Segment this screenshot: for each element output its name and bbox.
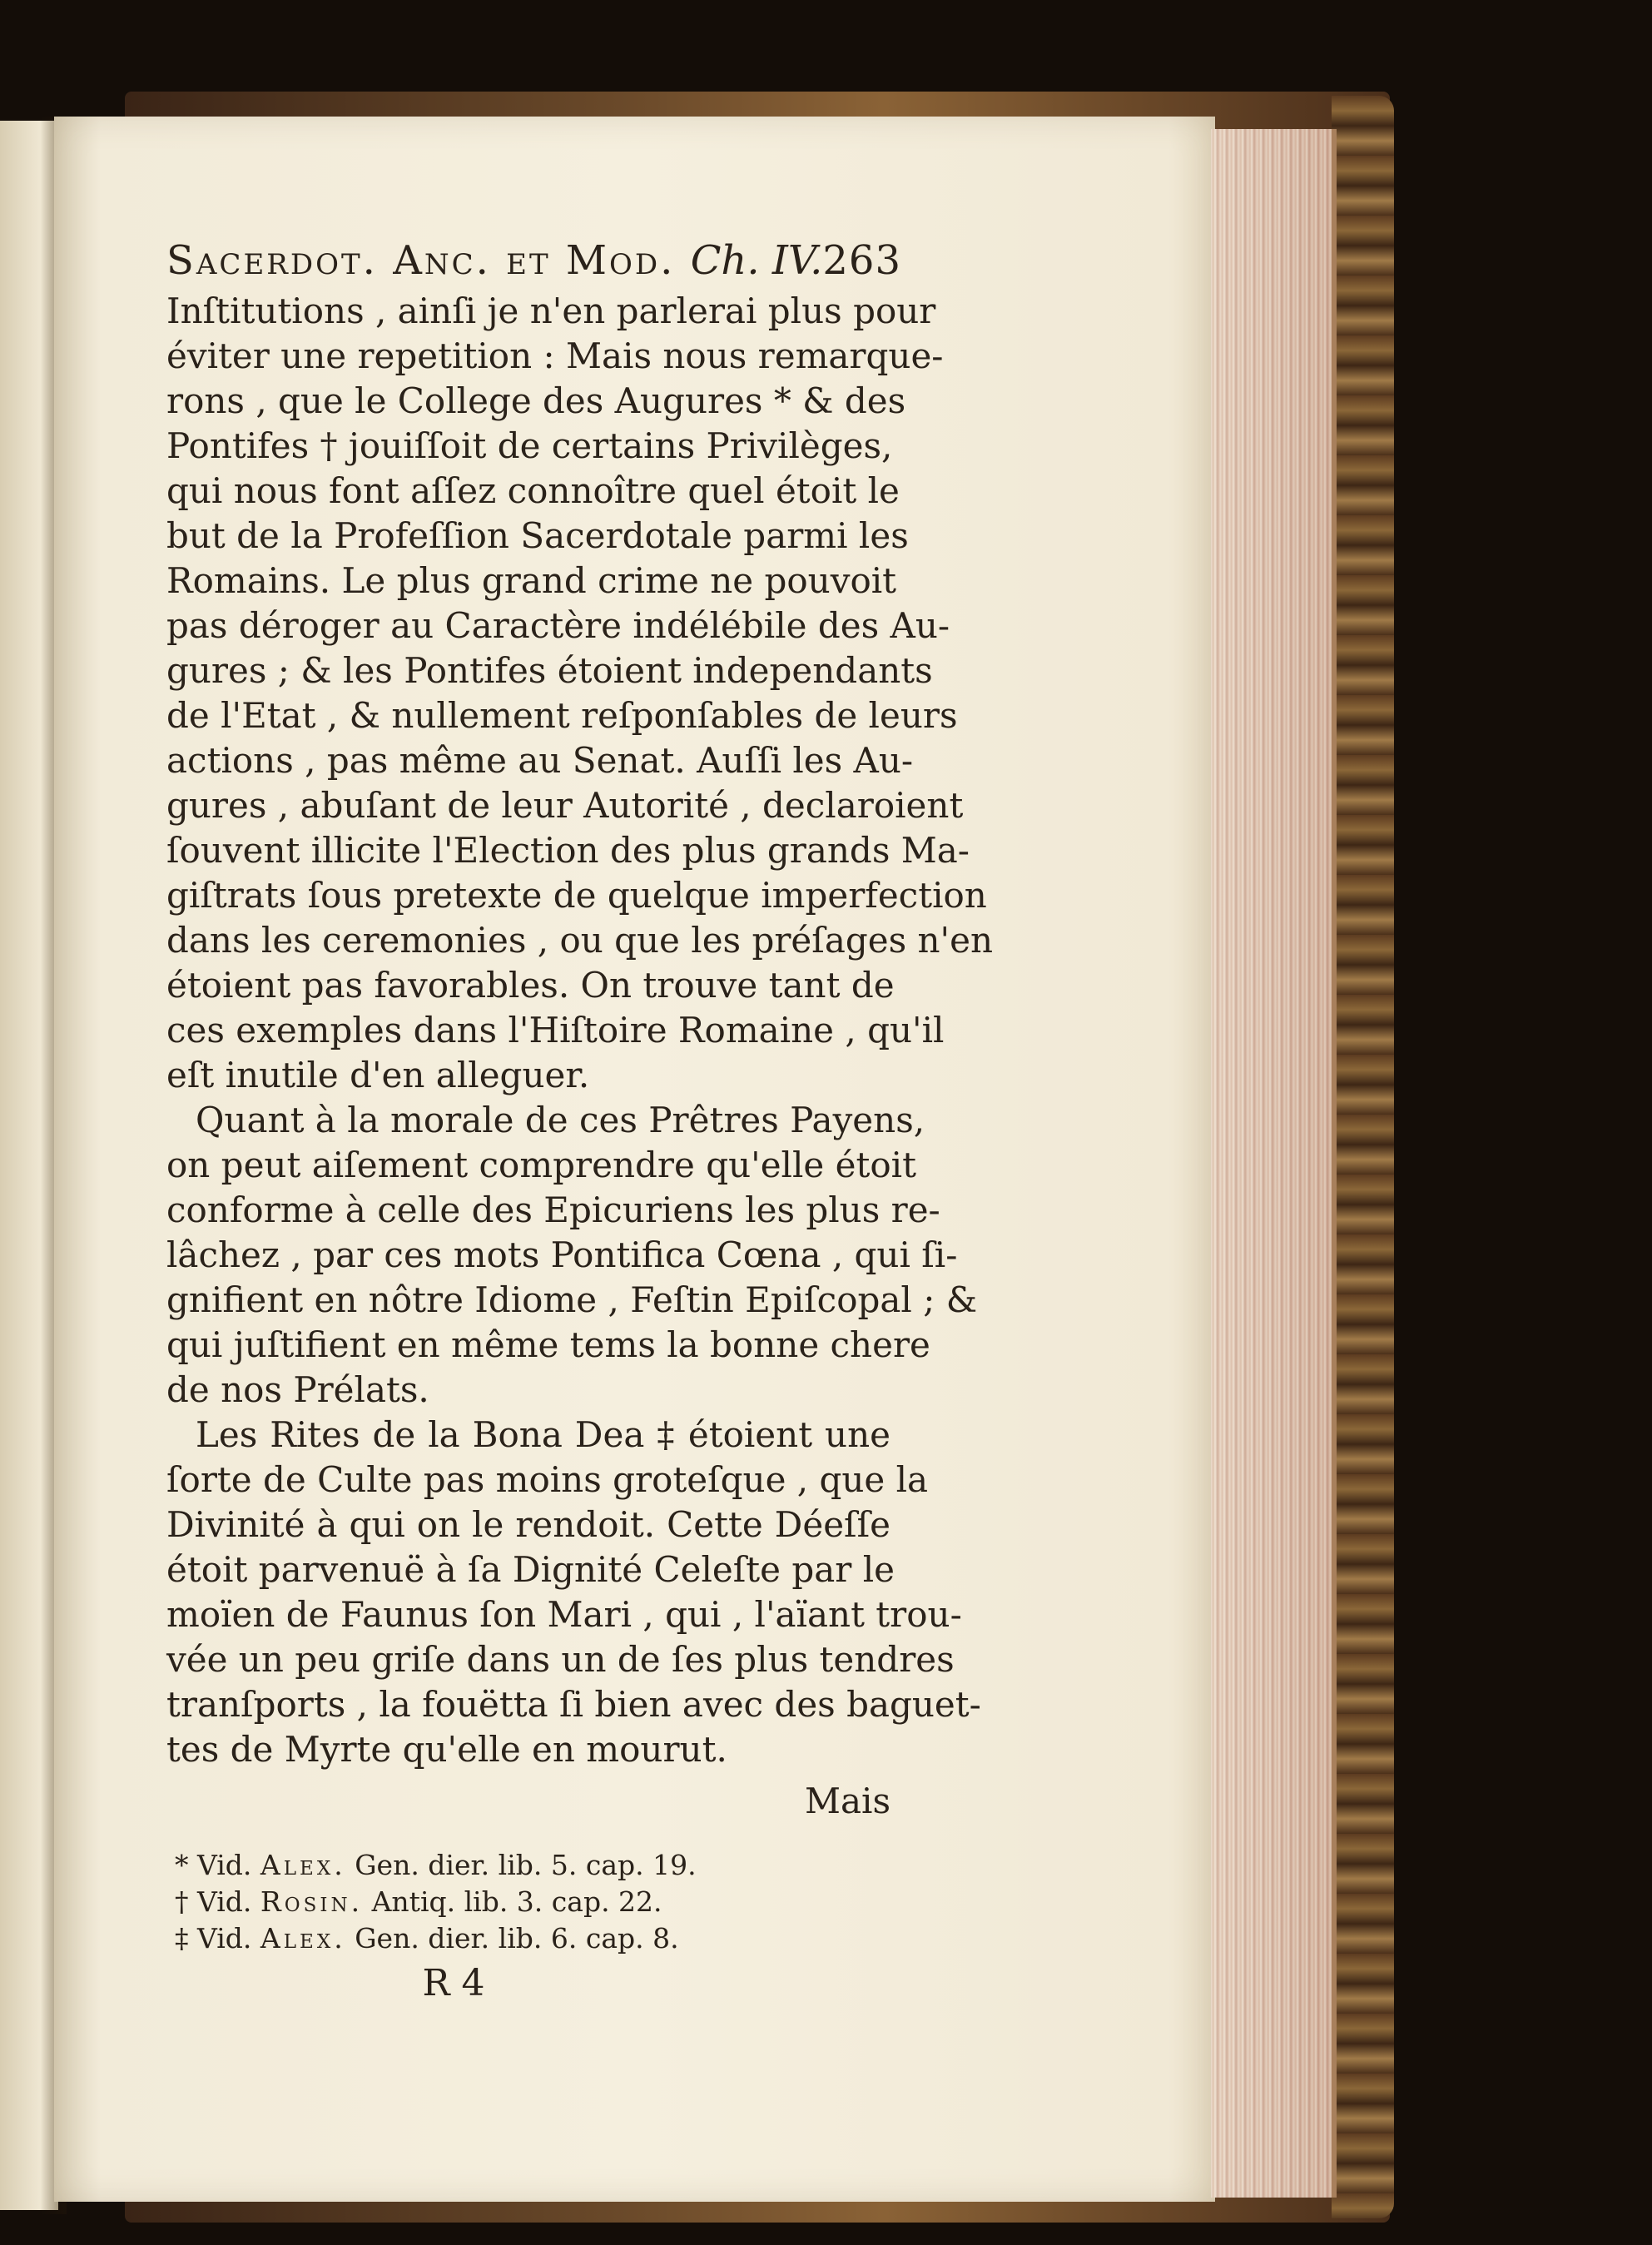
footnote-ref: Gen. dier. lib. 5. cap. 19.: [355, 1849, 697, 1881]
footnote-author: Rosin.: [260, 1885, 364, 1918]
running-title: [166, 237, 822, 284]
text-line: Inſtitutions , ainſi je n'en parlerai plus pour: [166, 291, 936, 331]
page-number: 263: [822, 237, 901, 284]
text-line: Quant à la morale de ces Prêtres Payens,: [196, 1100, 925, 1140]
text-line: gnifient en nôtre Idiome , Feſtin Epiſcopal ; &: [166, 1279, 978, 1320]
text-line: dans les ceremonies , ou que les préſages n'en: [166, 920, 994, 961]
running-head: [166, 237, 901, 289]
body-text: [166, 289, 994, 1824]
text-line: étoit parvenuë à ſa Dignité Celeſte par le: [166, 1549, 895, 1590]
text-line: Romains. Le plus grand crime ne pouvoit: [166, 560, 897, 601]
text-line: but de la Profeſſion Sacerdotale parmi les: [166, 515, 909, 556]
text-line: de l'Etat , & nullement reſponſables de leurs: [166, 695, 958, 736]
footnote-author: Alex.: [260, 1849, 346, 1881]
text-line: vée un peu griſe dans un de ſes plus tendres: [166, 1639, 955, 1680]
text-line: conforme à celle des Epicuriens les plus re-: [166, 1190, 940, 1230]
text-line: tranſports , la fouëtta ſi bien avec des baguet-: [166, 1684, 981, 1725]
text-line: de nos Prélats.: [166, 1369, 429, 1410]
text-line: giſtrats ſous pretexte de quelque imperfection: [166, 875, 987, 916]
footnote-author: Alex.: [260, 1922, 346, 1954]
text-line: ces exemples dans l'Hiſtoire Romaine , qu'il: [166, 1010, 945, 1050]
text-line: Pontifes † jouiſſoit de certains Privilèges,: [166, 425, 893, 466]
text-line: Divinité à qui on le rendoit. Cette Déeſſe: [166, 1504, 890, 1545]
text-line: qui juſtifient en même tems la bonne chere: [166, 1324, 930, 1365]
cover-edge: [1332, 96, 1394, 2218]
footnote-prefix: Vid.: [197, 1849, 252, 1881]
text-line: tes de Myrte qu'elle en mourut.: [166, 1729, 727, 1770]
text-line: rons , que le College des Augures * & des: [166, 380, 906, 421]
footnote: [175, 1920, 890, 1957]
footnote-mark: *: [175, 1849, 189, 1881]
footnote-mark: ‡: [175, 1922, 189, 1954]
footnote-ref: Antiq. lib. 3. cap. 22.: [371, 1885, 662, 1918]
text-line: pas déroger au Caractère indélébile des Au-: [166, 605, 950, 646]
footnote: [175, 1847, 890, 1884]
text-line: ſouvent illicite l'Election des plus grands Ma-: [166, 830, 970, 871]
catchword: Mais: [804, 1781, 890, 1821]
text-line: qui nous font aſſez connoître quel étoit le: [166, 470, 900, 511]
text-line: gures , abuſant de leur Autorité , declaroient: [166, 785, 964, 826]
footnote: [175, 1884, 890, 1920]
chapter-ref: Ch. IV.: [690, 237, 823, 284]
page-fore-edge: [1211, 129, 1337, 2198]
running-title-text: Sacerdot. Anc. et Mod.: [166, 237, 676, 284]
footnotes: [166, 1847, 890, 1957]
footnote-prefix: Vid.: [197, 1885, 252, 1918]
text-line: Les Rites de la Bona Dea ‡ étoient une: [196, 1414, 890, 1455]
text-line: moïen de Faunus ſon Mari , qui , l'aïant trou-: [166, 1594, 962, 1635]
text-line: on peut aiſement comprendre qu'elle étoit: [166, 1145, 916, 1185]
footnote-ref: Gen. dier. lib. 6. cap. 8.: [355, 1922, 679, 1954]
page-text: [166, 237, 994, 2004]
text-line: eſt inutile d'en alleguer.: [166, 1055, 590, 1095]
footnote-prefix: Vid.: [197, 1922, 252, 1954]
text-line: lâchez , par ces mots Pontifica Cœna , qui ſi-: [166, 1234, 958, 1275]
text-line: éviter une repetition : Mais nous remarque-: [166, 335, 944, 376]
text-line: gures ; & les Pontifes étoient independants: [166, 650, 933, 691]
text-line: ſorte de Culte pas moins groteſque , que la: [166, 1459, 929, 1500]
text-line: étoient pas favorables. On trouve tant de: [166, 965, 895, 1006]
signature-mark: R 4: [422, 1962, 485, 2004]
footnote-mark: †: [175, 1885, 189, 1918]
text-line: actions , pas même au Senat. Auſſi les Au-: [166, 740, 914, 781]
